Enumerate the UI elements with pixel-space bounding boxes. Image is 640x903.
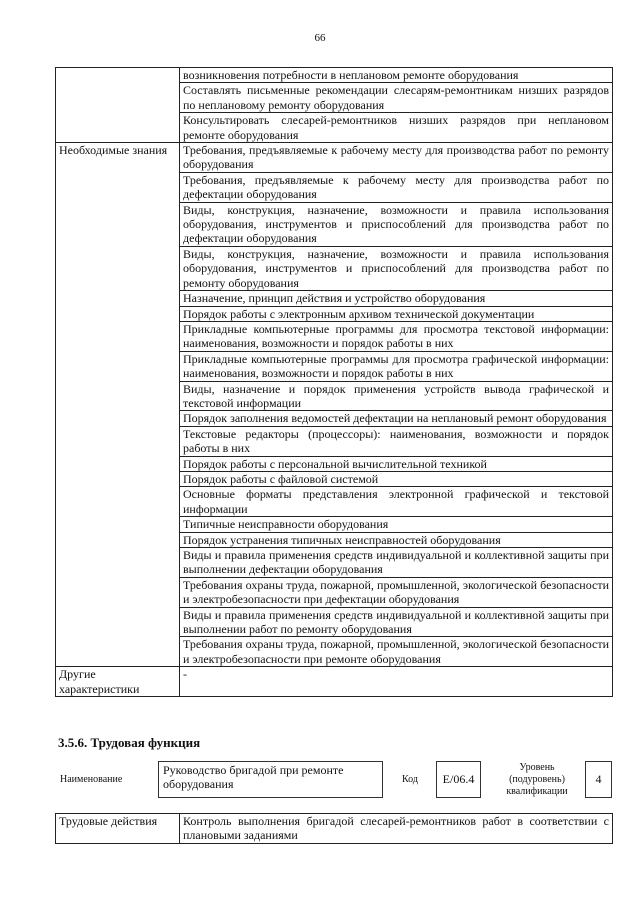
table-cell: Порядок заполнения ведомостей дефектации на неплановый ремонт оборудования: [180, 411, 613, 426]
table-cell: Консультировать слесарей-ремонтников низших разрядов при неплановом ремонте оборудования: [180, 113, 613, 143]
table-cell: Прикладные компьютерные программы для просмотра графической информации: наименования, возможности и порядок работы в них: [180, 351, 613, 381]
table-cell: Требования охраны труда, пожарной, промышленной, экологической безопасности и электробезопасности при дефектации оборудования: [180, 577, 613, 607]
table-cell: Назначение, принцип действия и устройство оборудования: [180, 291, 613, 306]
table-cell: Виды, назначение и порядок применения устройств вывода графической и текстовой информации: [180, 381, 613, 411]
table-cell: Порядок работы с электронным архивом технической документации: [180, 306, 613, 321]
table-cell: Виды, конструкция, назначение, возможности и правила использования оборудования, инструментов и приспособлений для производства работ по дефектации оборудования: [180, 202, 613, 246]
knowledge-label: Необходимые знания: [56, 143, 180, 667]
table-row: [56, 667, 613, 697]
level-label: Уровень (подуровень) квалификации: [506, 762, 568, 797]
table-cell: Порядок работы с персональной вычислительной техникой: [180, 456, 613, 471]
table-cell: Требования, предъявляемые к рабочему месту для производства работ по ремонту оборудования: [180, 143, 613, 173]
level-value: 4: [585, 761, 612, 798]
table-cell: Типичные неисправности оборудования: [180, 517, 613, 532]
name-value: Руководство бригадой при ремонте оборудования: [158, 761, 383, 798]
section-title: 3.5.6. Трудовая функция: [58, 735, 201, 750]
labor-actions-label: Трудовые действия: [56, 814, 180, 844]
knowledge-table: [55, 67, 613, 697]
table-row: [56, 814, 613, 844]
labor-actions-table: [55, 813, 613, 844]
table-cell: возникновения потребности в неплановом ремонте оборудования: [180, 68, 613, 83]
labor-actions-text: Контроль выполнения бригадой слесарей-ремонтников работ в соответствии с плановыми заданиями: [180, 814, 613, 844]
table-cell: Виды и правила применения средств индивидуальной и коллективной защиты при выполнении дефектации оборудования: [180, 548, 613, 578]
page-number: 66: [314, 32, 326, 44]
table-cell: Основные форматы представления электронной графической и текстовой информации: [180, 487, 613, 517]
table-cell: Порядок работы с файловой системой: [180, 471, 613, 486]
table-cell: Прикладные компьютерные программы для просмотра текстовой информации: наименования, возможности и порядок работы в них: [180, 321, 613, 351]
table-row: [56, 143, 613, 173]
other-value: -: [180, 667, 613, 697]
table-cell: Виды и правила применения средств индивидуальной и коллективной защиты при выполнении работ по ремонту оборудования: [180, 607, 613, 637]
table-cell: Требования, предъявляемые к рабочему месту для производства работ по дефектации оборудования: [180, 172, 613, 202]
code-label: Код: [402, 774, 418, 785]
table-cell: Требования охраны труда, пожарной, промышленной, экологической безопасности и электробезопасности при ремонте оборудования: [180, 637, 613, 667]
table-cell: Порядок устранения типичных неисправностей оборудования: [180, 532, 613, 547]
code-value: E/06.4: [436, 761, 481, 798]
table-cell: Виды, конструкция, назначение, возможности и правила использования оборудования, инструментов и приспособлений для производства работ по ремонту оборудования: [180, 246, 613, 290]
other-label: Другие характеристики: [56, 667, 180, 697]
empty-label-cell: [56, 68, 180, 143]
table-cell: Составлять письменные рекомендации слесарям-ремонтникам низших разрядов по неплановому ремонту оборудования: [180, 83, 613, 113]
name-label: Наименование: [60, 774, 123, 785]
table-cell: Текстовые редакторы (процессоры): наименования, возможности и порядок работы в них: [180, 426, 613, 456]
table-row: [56, 68, 613, 83]
